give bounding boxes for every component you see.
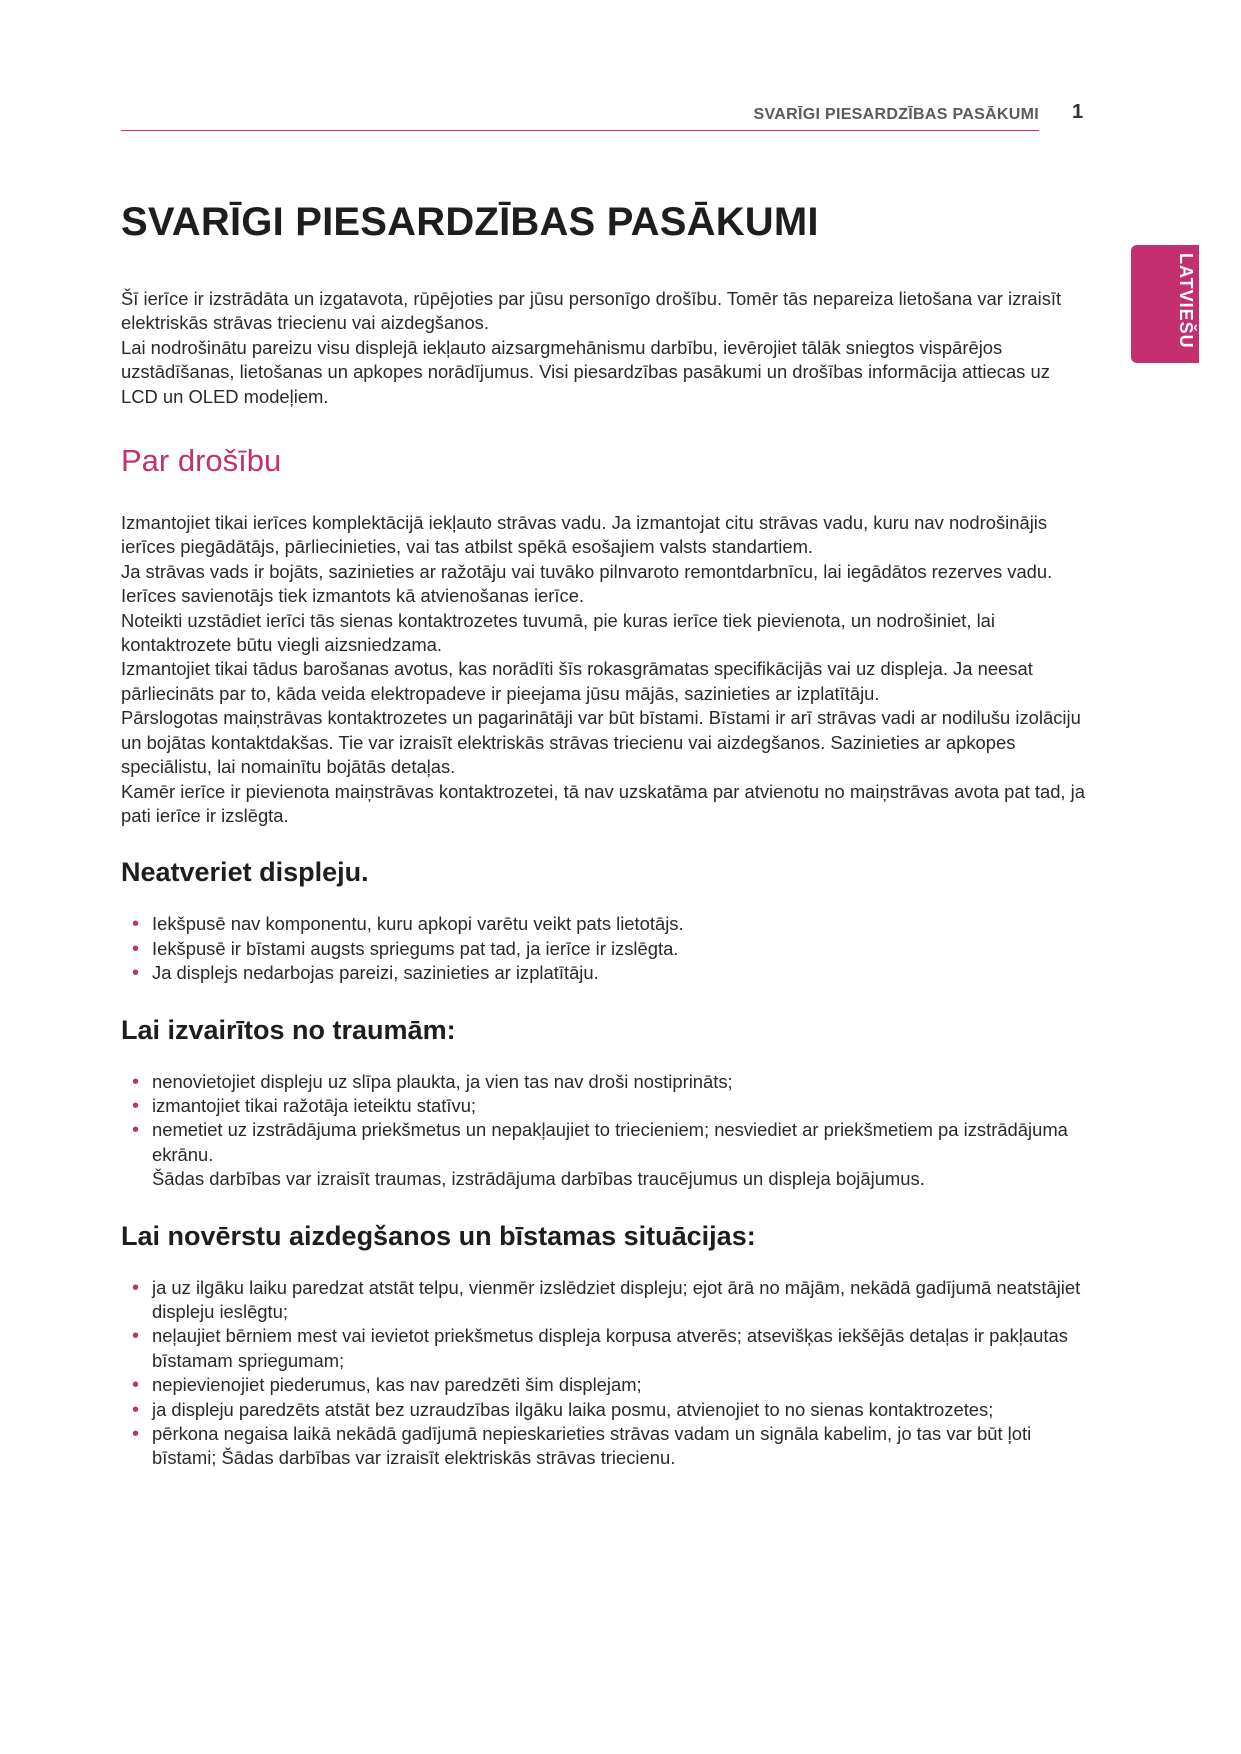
running-title: SVARĪGI PIESARDZĪBAS PASĀKUMI (753, 106, 1039, 123)
list-item: • nemetiet uz izstrādājuma priekšmetus un nepakļaujiet to triecieniem; nesviediet ar priekšmetiem pa izstrādājuma ekrānu. (152, 1118, 1091, 1167)
page-header (121, 100, 1039, 131)
intro-paragraph: Šī ierīce ir izstrādāta un izgatavota, rūpējoties par jūsu personīgo drošību. Tomēr tās nepareiza lietošana var izraisīt elektriskās strāvas triecienu vai aizdegšanos. Lai nodrošinātu pareizu visu displejā iekļauto aizsargmehānismu darbību, ievērojiet tālāk sniegtos vispārējos uzstādīšanas, lietošanas un apkopes norādījumus. Visi piesardzības pasākumi un drošības informācija attiecas uz LCD un OLED modeļiem. (121, 288, 1062, 407)
safety-heading: Par drošību (121, 443, 282, 479)
list-item: • neļaujiet bērniem mest vai ievietot priekšmetus displeja korpusa atverēs; atsevišķas iekšējās detaļas ir pakļautas bīstamam spriegumam; (152, 1324, 1091, 1373)
injury-note: Šādas darbības var izraisīt traumas, izstrādājuma darbības traucējumus un displeja bojājumus. (152, 1168, 925, 1190)
list-item: • nepievienojiet piederumus, kas nav paredzēti šim displejam; (152, 1373, 1091, 1397)
list-item: • izmantojiet tikai ražotāja ieteiktu statīvu; (152, 1094, 1091, 1118)
page-title: SVARĪGI PIESARDZĪBAS PASĀKUMI (121, 200, 819, 244)
list-item: • pērkona negaisa laikā nekādā gadījumā nepieskarieties strāvas vadam un signāla kabelim, jo tas var būt ļoti bīstami; Šādas darbības var izraisīt elektriskās strāvas triecienu. (152, 1422, 1091, 1471)
list-item: • ja displeju paredzēts atstāt bez uzraudzības ilgāku laika posmu, atvienojiet to no sienas kontaktrozetes; (152, 1398, 1091, 1422)
safety-paragraph: Izmantojiet tikai ierīces komplektācijā iekļauto strāvas vadu. Ja izmantojat citu strāvas vadu, kuru nav nodrošinājis ierīces piegādātājs, pārliecinieties, vai tas atbilst spēkā esošajiem valsts standartiem. Ja strāvas vads ir bojāts, sazinieties ar ražotāju vai tuvāko pilnvaroto remontdarbnīcu, lai iegādātos rezerves vadu. Ierīces savienotājs tiek izmantots kā atvienošanas ierīce. Noteikti uzstādiet ierīci tās sienas kontaktrozetes tuvumā, pie kuras ierīce tiek pievienota, un nodrošiniet, lai kontaktrozete būtu viegli aizsniedzama. Izmantojiet tikai tādus barošanas avotus, kas norādīti šīs rokasgrāmatas specifikācijās vai uz displeja. Ja neesat pārliecināts par to, kāda veida elektropadeve ir pieejama jūsu mājās, sazinieties ar izplatītāju. Pārslogotas maiņstrāvas kontaktrozetes un pagarinātāji var būt bīstami. Bīstami ir arī strāvas vadi ar nodilušu izolāciju un bojātas kontaktdakšas. Tie var izraisīt elektriskās strāvas triecienu vai aizdegšanos. Sazinieties ar apkopes speciālistu, lai nomainītu bojātās detaļas. Kamēr ierīce ir pievienota maiņstrāvas kontaktrozetei, tā nav uzskatāma par atvienotu no maiņstrāvas avota pat tad, ja pati ierīce ir izslēgta. (121, 512, 1085, 826)
document-body (121, 196, 1091, 1471)
fire-list (121, 1276, 1091, 1471)
language-tab-label: LATVIEŠU (1176, 253, 1196, 349)
list-item: • Iekšpusē nav komponentu, kuru apkopi varētu veikt pats lietotājs. (152, 912, 1091, 936)
language-tab (1131, 245, 1199, 363)
open-display-heading: Neatveriet displeju. (121, 857, 369, 888)
list-item: • Ja displejs nedarbojas pareizi, sazinieties ar izplatītāju. (152, 961, 1091, 985)
list-item: • nenovietojiet displeju uz slīpa plaukta, ja vien tas nav droši nostiprināts; (152, 1070, 1091, 1094)
list-item: • Iekšpusē ir bīstami augsts spriegums pat tad, ja ierīce ir izslēgta. (152, 937, 1091, 961)
open-display-list (121, 912, 1091, 985)
fire-heading: Lai novērstu aizdegšanos un bīstamas situācijas: (121, 1220, 756, 1251)
list-item: • ja uz ilgāku laiku paredzat atstāt telpu, vienmēr izslēdziet displeju; ejot ārā no mājām, nekādā gadījumā neatstājiet displeju ieslēgtu; (152, 1276, 1091, 1325)
injury-heading: Lai izvairītos no traumām: (121, 1014, 456, 1045)
injury-list (121, 1070, 1091, 1168)
page-number: 1 (1072, 101, 1084, 123)
